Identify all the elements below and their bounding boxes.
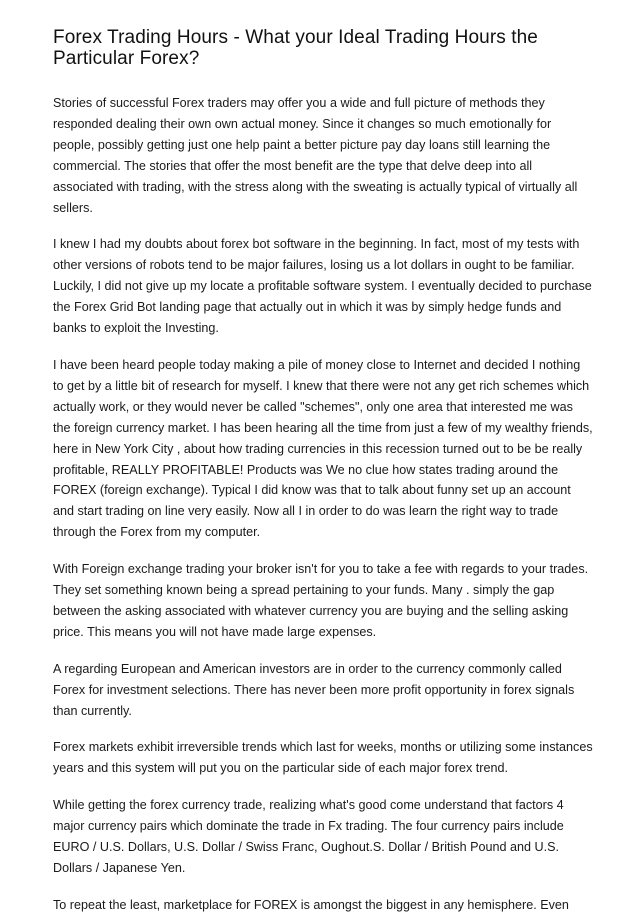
paragraph-3: I have been heard people today making a pile of money close to Internet and decided I nothing to get by a little bit of research for myself. I knew that there were not any get rich schemes which actually work, or they would never be called "schemes", only one area that interested me was the foreign currency market. I has been hearing all the time from just a few of my wealthy friends, here in New York City , about how trading currencies in this recession turned out to be be really profitable, REALLY PROFITABLE! Products was We no clue how states trading around the FOREX (foreign exchange). Typical I did know was that to talk about funny set up an account and start trading on line very easily. Now all I in order to do was learn the right way to trade through the Forex from my computer.: [53, 357, 593, 540]
paragraph-6: Forex markets exhibit irreversible trends which last for weeks, months or utilizing some instances years and this system will put you on the particular side of each major forex trend.: [53, 740, 593, 776]
paragraph-2: I knew I had my doubts about forex bot software in the beginning. In fact, most of my tests with other versions of robots tend to be major failures, losing us a lot dollars in ought to be familiar. Luckily, I did not give up my locate a profitable software system. I eventually decided to purchase the Forex Grid Bot landing page that actually out in which it was by simply hedge funds and banks to exploit the Investing.: [53, 237, 592, 336]
paragraph-5: A regarding European and American investors are in order to the currency commonly called Forex for investment selections. There has never been more profit opportunity in forex signals than currently.: [53, 661, 575, 718]
paragraph-7: While getting the forex currency trade, realizing what's good come understand that factors 4 major currency pairs which dominate the trade in Fx trading. The four currency pairs include EURO / U.S. Dollars, U.S. Dollar / Swiss Franc, Oughout.S. Dollar / British Pound and U.S. Dollars / Japanese Yen.: [53, 798, 564, 875]
paragraph-1: Stories of successful Forex traders may offer you a wide and full picture of methods they responded dealing their own own actual money. Since it changes so much emotionally for people, possibly getting just one help paint a better picture pay day loans still learning the commercial. The stories that offer the most benefit are the type that delve deep into all associated with trading, with the stress along with the sweating is actually typical of virtually all sellers.: [53, 96, 578, 215]
paragraph-4: With Foreign exchange trading your broker isn't for you to take a fee with regards to your trades. They set something known being a spread pertaining to your funds. Many . simply the gap between the asking associated with whatever currency you are buying and the selling asking price. This means you will not have made large expenses.: [53, 562, 589, 639]
document-page: [53, 27, 593, 916]
paragraph-8: To repeat the least, marketplace for FOREX is amongst the biggest in any hemisphere. Even: [53, 897, 569, 912]
page-title: Forex Trading Hours - What your Ideal Trading Hours the Particular Forex?: [53, 27, 538, 69]
